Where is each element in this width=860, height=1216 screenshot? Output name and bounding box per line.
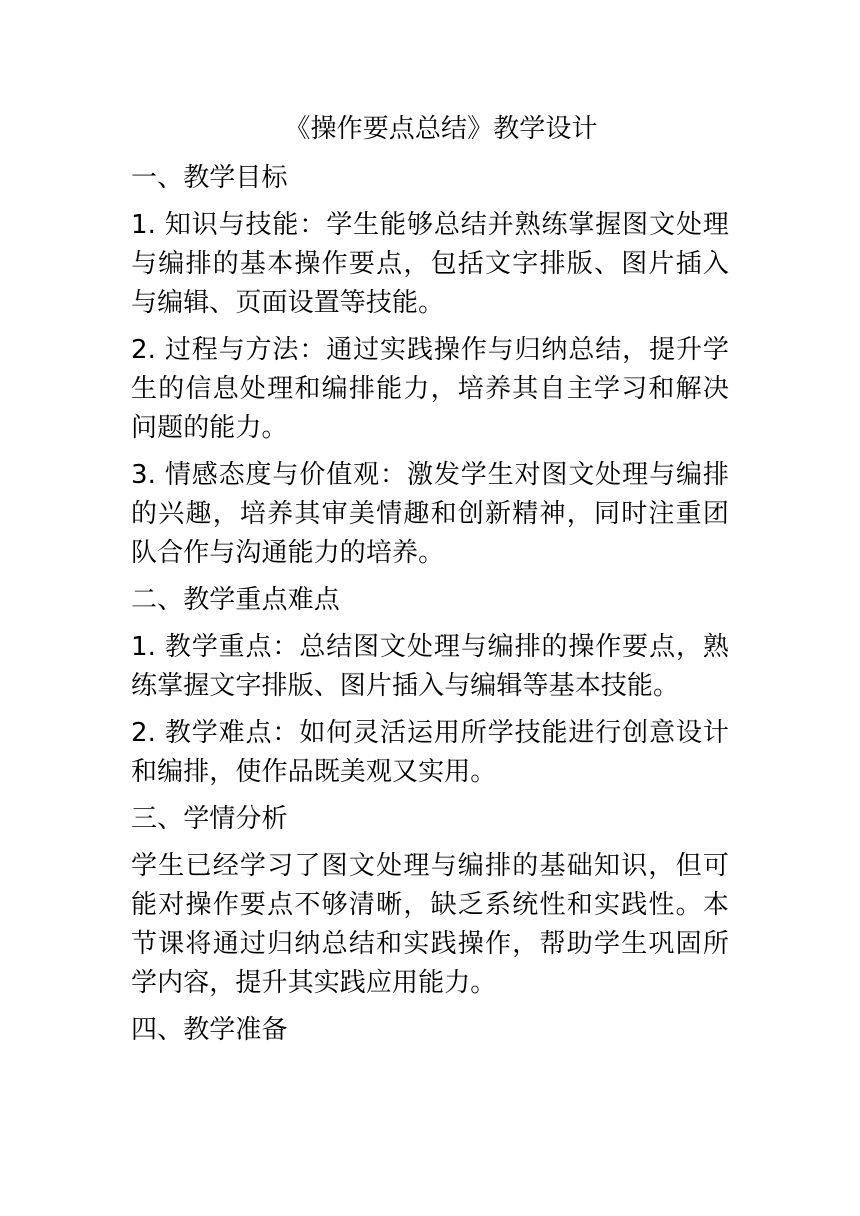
paragraph-number: 2. (131, 335, 157, 365)
paragraph-number: 3. (131, 460, 157, 490)
paragraph-text: 知识与技能：学生能够总结并熟练掌握图文处理与编排的基本操作要点，包括文字排版、图片插入与编辑、页面设置等技能。 (131, 210, 729, 318)
paragraph (131, 847, 729, 1003)
paragraph-text: 过程与方法：通过实践操作与归纳总结，提升学生的信息处理和编排能力，培养其自主学习和解决问题的能力。 (131, 335, 729, 443)
paragraph (131, 628, 729, 706)
paragraph-text: 学生已经学习了图文处理与编排的基础知识，但可能对操作要点不够清晰，缺乏系统性和实践性。本节课将通过归纳总结和实践操作，帮助学生巩固所学内容，提升其实践应用能力。 (131, 851, 729, 998)
section-heading-learner-analysis: 三、学情分析 (131, 804, 288, 834)
paragraph-text: 教学重点：总结图文处理与编排的操作要点，熟练掌握文字排版、图片插入与编辑等基本技能。 (131, 632, 729, 701)
paragraph-text: 情感态度与价值观：激发学生对图文处理与编排的兴趣，培养其审美情趣和创新精神，同时注重团队合作与沟通能力的培养。 (131, 460, 729, 568)
paragraph (131, 456, 729, 573)
paragraph-number: 2. (131, 718, 157, 748)
paragraph-number: 1. (131, 210, 157, 240)
paragraph (131, 331, 729, 448)
section-heading-objectives: 一、教学目标 (131, 163, 288, 193)
paragraph-text: 教学难点：如何灵活运用所学技能进行创意设计和编排，使作品既美观又实用。 (131, 718, 729, 787)
paragraph (131, 714, 729, 792)
section-heading-preparation: 四、教学准备 (131, 1015, 288, 1045)
section-heading-key-points: 二、教学重点难点 (131, 585, 340, 615)
document-body (131, 110, 729, 1058)
paragraph (131, 206, 729, 323)
document-title: 《操作要点总结》教学设计 (284, 114, 598, 144)
paragraph-number: 1. (131, 632, 157, 662)
